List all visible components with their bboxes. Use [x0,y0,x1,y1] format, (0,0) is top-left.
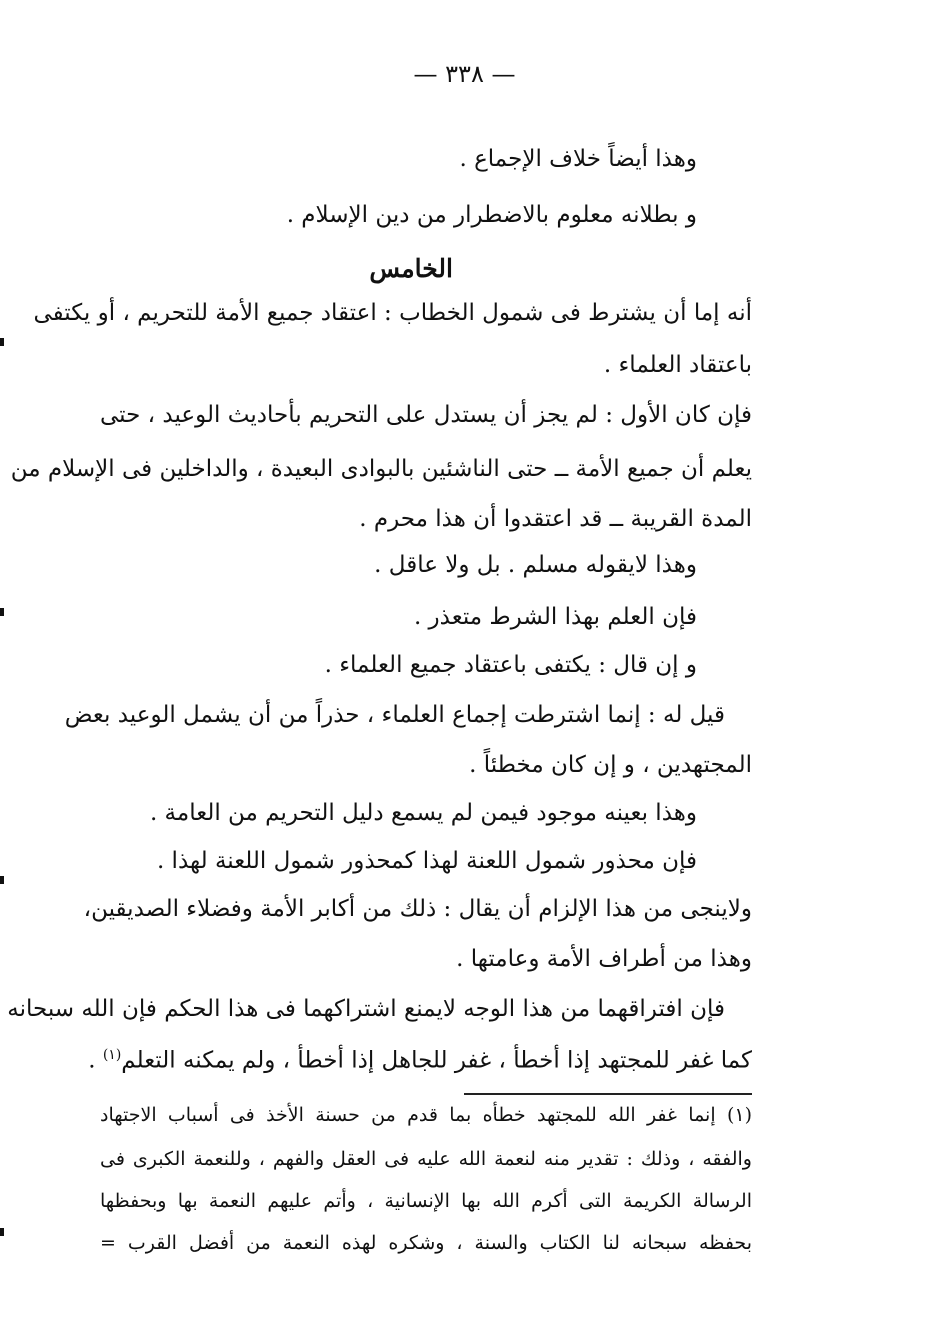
footnote-line: (١) إنما غفر الله للمجتهد خطأه بما قدم من حسنة الأخذ فى أسباب الاجتهاد [100,1104,752,1126]
margin-mark [0,608,4,616]
text-line: المدة القريبة ــ قد اعتقدوا أن هذا محرم . [359,506,752,532]
text-line: فإن افتراقهما من هذا الوجه لايمنع اشتراكهما فى هذا الحكم فإن الله سبحانه [7,996,725,1022]
text-line: و بطلانه معلوم بالاضطرار من دين الإسلام . [286,202,697,228]
footnote-line: بحفظه سبحانه لنا الكتاب والسنة ، وشكره لهذه النعمة من أفضل القرب = [100,1232,752,1254]
text-line: وهذا لايقوله مسلم . بل ولا عاقل . [374,552,697,578]
text-line: فإن كان الأول : لم يجز أن يستدل على التحريم بأحاديث الوعيد ، حتى [100,402,752,428]
footnote-divider [464,1093,752,1095]
page-number: — ٣٣٨ — [413,60,516,88]
section-heading: الخامس [369,254,453,283]
text-line: باعتقاد العلماء . [603,352,752,378]
text-line: و إن قال : يكتفى باعتقاد جميع العلماء . [324,652,697,678]
text-line: وهذا بعينه موجود فيمن لم يسمع دليل التحريم من العامة . [149,800,697,826]
text-line: المجتهدين ، و إن كان مخطئاً . [469,752,752,778]
text-line: فإن العلم بهذا الشرط متعذر . [413,604,697,630]
margin-mark [0,338,4,346]
margin-mark [0,1228,4,1236]
text-line: أنه إما أن يشترط فى شمول الخطاب : اعتقاد جميع الأمة للتحريم ، أو يكتفى [33,300,752,326]
footnote-ref: (١) [102,1047,122,1063]
footnote-line: والفقه ، وذلك : تقدير منه لنعمة الله عليه فى العقل والفهم ، وللنعمة الكبرى فى [100,1148,752,1170]
text-line: يعلم أن جميع الأمة ــ حتى الناشئين بالبوادى البعيدة ، والداخلين فى الإسلام من [10,456,752,482]
text-line: قيل له : إنما اشترطت إجماع العلماء ، حذراً من أن يشمل الوعيد بعض [64,702,725,728]
text-line: فإن محذور شمول اللعنة لهذا كمحذور شمول اللعنة لهذا . [156,848,697,874]
text-line [88,1038,752,1078]
margin-mark [0,876,4,884]
text-line: وهذا من أطراف الأمة وعامتها . [456,946,752,972]
text-line: ولاينجى من هذا الإلزام أن يقال : ذلك من أكابر الأمة وفضلاء الصديقين، [83,896,752,922]
text-line-main: كما غفر للمجتهد إذا أخطأ ، غفر للجاهل إذا أخطأ ، ولم يمكنه التعلم [121,1047,752,1074]
text-line-end: . [88,1047,103,1074]
text-line: وهذا أيضاً خلاف الإجماع . [459,146,697,172]
footnote-line: الرسالة الكريمة التى أكرم الله بها الإنسانية ، وأتم عليهم النعمة بها وبحفظها [100,1190,752,1212]
